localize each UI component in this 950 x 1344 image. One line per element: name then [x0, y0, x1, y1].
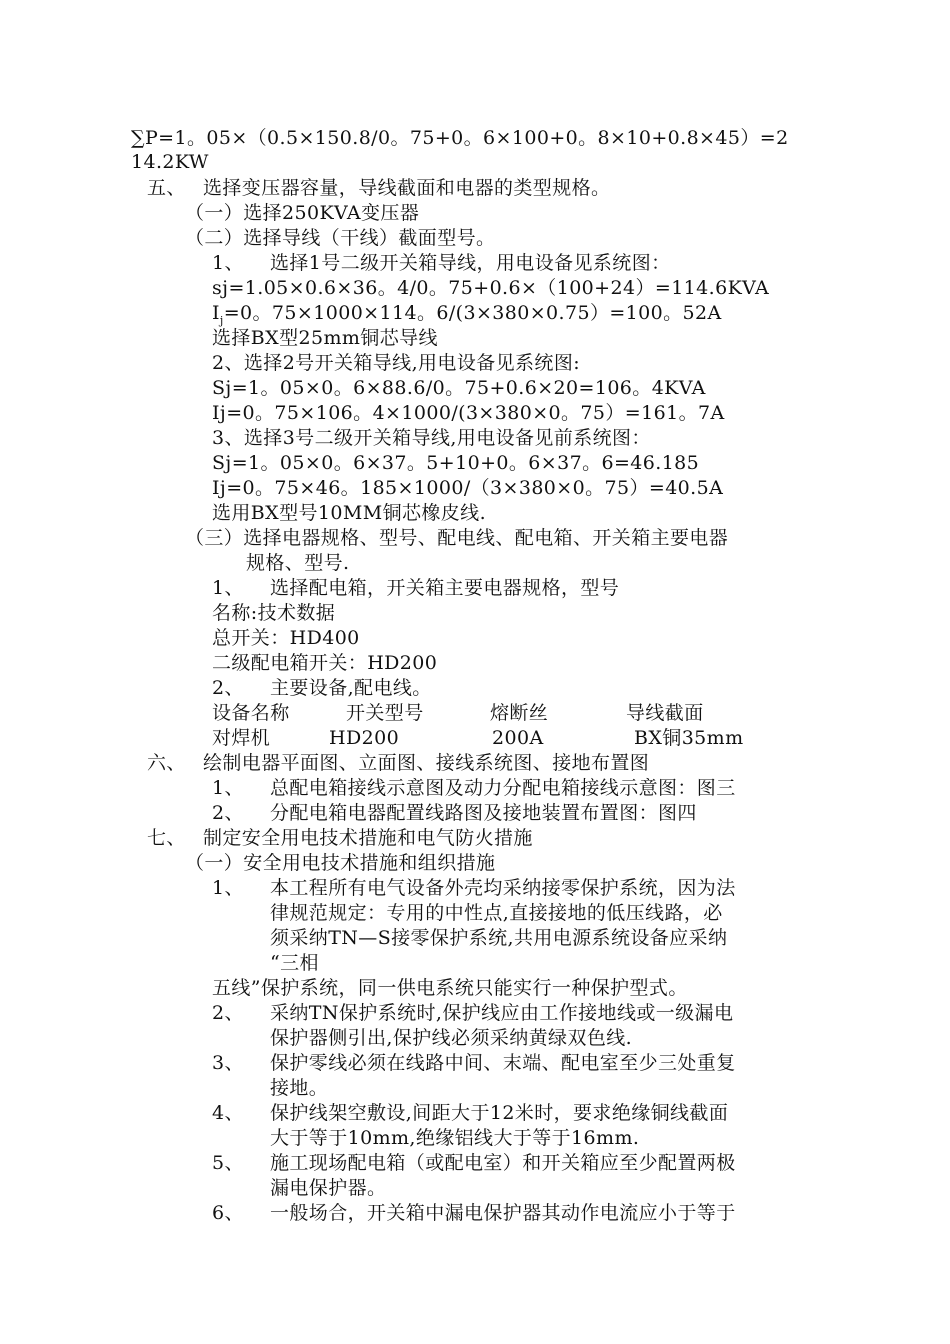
measure-4-line-1: 保护线架空敷设,间距大于12米时，要求绝缘铜线截面 [270, 1102, 729, 1124]
item-2: 2、选择2号开关箱导线,用电设备见系统图: [212, 352, 581, 374]
section-5-sub-1: （一）选择250KVA变压器 [185, 202, 420, 224]
measure-1-line-3: 须采纳TN—S接零保护系统,共用电源系统设备应采纳 [270, 927, 728, 949]
section-7-number: 七、 [147, 827, 186, 849]
sub-3-item-1-text: 选择配电箱，开关箱主要电器规格，型号 [270, 577, 620, 599]
section-5-title: 选择变压器容量，导线截面和电器的类型规格。 [203, 177, 611, 199]
calc-sj-1: sj=1.05×0.6×36。4/0。75+0.6×（100+24）=114.6KVA [212, 277, 770, 299]
table-row [212, 726, 772, 750]
section-6-item-2-number: 2、 [212, 802, 244, 824]
section-5-sub-3-line-1: （三）选择电器规格、型号、配电线、配电箱、开关箱主要电器 [185, 527, 729, 549]
table-cell: 200A [492, 727, 544, 749]
section-5-sub-3-line-2: 规格、型号. [246, 552, 350, 574]
section-5-sub-2: （二）选择导线（干线）截面型号。 [185, 227, 496, 249]
calc-ij-1-prefix: I [212, 302, 220, 324]
measure-1-line-2: 律规范规定：专用的中性点,直接接地的低压线路，必 [270, 902, 723, 924]
section-7-title: 制定安全用电技术措施和电气防火措施 [203, 827, 533, 849]
select-line-3: 选用BX型号10MM铜芯橡皮线. [212, 502, 487, 524]
calc-sj-2: Sj=1。05×0。6×88.6/0。75+0.6×20=106。4KVA [212, 377, 706, 399]
item-1-number: 1、 [212, 252, 244, 274]
section-6-number: 六、 [147, 752, 186, 774]
secondary-switch-line: 二级配电箱开关：HD200 [212, 652, 438, 674]
sub-3-item-2-number: 2、 [212, 677, 244, 699]
table-cell: 对焊机 [212, 727, 271, 749]
measure-1-number: 1、 [212, 877, 244, 899]
measure-1-line-5: 五线”保护系统，同一供电系统只能实行一种保护型式。 [212, 977, 688, 999]
calc-sj-3: Sj=1。05×0。6×37。5+10+0。6×37。6=46.185 [212, 452, 700, 474]
measure-5-line-2: 漏电保护器。 [270, 1177, 387, 1199]
sub-3-item-2-text: 主要设备,配电线。 [270, 677, 432, 699]
measure-1-line-4: “三相 [270, 952, 319, 974]
table-cell: HD200 [329, 727, 400, 749]
measure-3-line-2: 接地。 [270, 1077, 329, 1099]
measure-2-line-2: 保护器侧引出,保护线必须采纳黄绿双色线. [270, 1027, 633, 1049]
measure-3-number: 3、 [212, 1052, 244, 1074]
measure-6-number: 6、 [212, 1202, 244, 1224]
measure-2-number: 2、 [212, 1002, 244, 1024]
measure-4-number: 4、 [212, 1102, 244, 1124]
item-3: 3、选择3号二级开关箱导线,用电设备见前系统图： [212, 427, 651, 449]
section-5-number: 五、 [147, 177, 186, 199]
sub-3-item-1-number: 1、 [212, 577, 244, 599]
name-line: 名称:技术数据 [212, 602, 336, 624]
section-7-sub-1: （一）安全用电技术措施和组织措施 [185, 852, 496, 874]
section-6-item-1-text: 总配电箱接线示意图及动力分配电箱接线示意图：图三 [270, 777, 736, 799]
measure-5-number: 5、 [212, 1152, 244, 1174]
section-6-item-1-number: 1、 [212, 777, 244, 799]
measure-3-line-1: 保护零线必须在线路中间、末端、配电室至少三处重复 [270, 1052, 736, 1074]
select-line-1: 选择BX型25mm铜芯导线 [212, 327, 438, 349]
measure-1-line-1: 本工程所有电气设备外壳均采纳接零保护系统，因为法 [270, 877, 736, 899]
table-header-cell: 开关型号 [346, 702, 424, 724]
table-header-cell: 熔断丝 [490, 702, 549, 724]
measure-6-line-1: 一般场合，开关箱中漏电保护器其动作电流应小于等于 [270, 1202, 736, 1224]
item-1-text: 选择1号二级开关箱导线，用电设备见系统图： [270, 252, 671, 274]
table-header-row [212, 701, 772, 725]
main-switch-line: 总开关：HD400 [212, 627, 360, 649]
section-6-item-2-text: 分配电箱电器配置线路图及接地装置布置图：图四 [270, 802, 697, 824]
measure-2-line-1: 采纳TN保护系统时,保护线应由工作接地线或一级漏电 [270, 1002, 734, 1024]
table-cell: BX铜35mm [634, 727, 744, 749]
calc-ij-1-subscript: j [219, 313, 224, 327]
table-header-cell: 设备名称 [212, 702, 290, 724]
formula-line-2: 14.2KW [131, 151, 209, 173]
measure-4-line-2: 大于等于10mm,绝缘铝线大于等于16mm. [270, 1127, 640, 1149]
calc-ij-2: Ij=0。75×106。4×1000/(3×380×0。75）=161。7A [212, 402, 725, 424]
measure-5-line-1: 施工现场配电箱（或配电室）和开关箱应至少配置两极 [270, 1152, 736, 1174]
formula-line-1: ∑P=1。05×（0.5×150.8/0。75+0。6×100+0。8×10+0.8×45）=2 [131, 127, 789, 149]
calc-ij-3: Ij=0。75×46。185×1000/（3×380×0。75）=40.5A [212, 477, 724, 499]
section-6-title: 绘制电器平面图、立面图、接线系统图、接地布置图 [203, 752, 650, 774]
calc-ij-1-rest: =0。75×1000×114。6/(3×380×0.75）=100。52A [223, 302, 722, 324]
table-header-cell: 导线截面 [626, 702, 704, 724]
